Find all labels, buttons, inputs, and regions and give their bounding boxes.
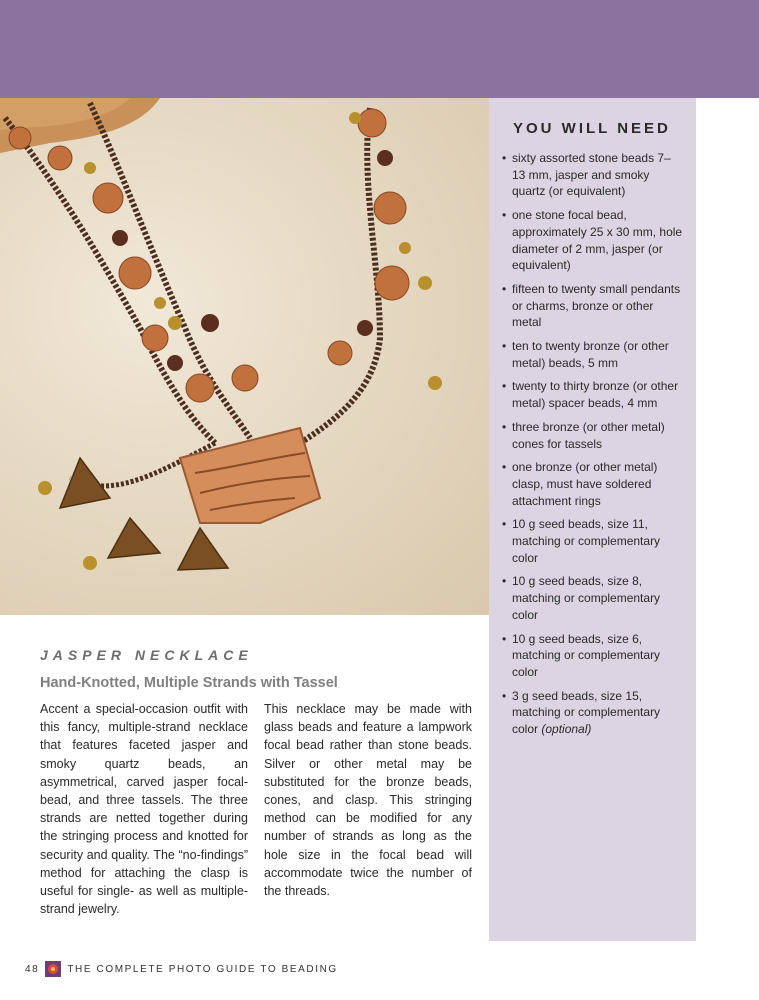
strand-right: [300, 108, 380, 443]
list-item: • 10 g seed beads, size 11, matching or complementary color: [502, 516, 684, 566]
materials-sidebar: [489, 98, 696, 941]
necklace-photo: [0, 98, 489, 615]
list-item: • one bronze (or other metal) clasp, must have soldered attachment rings: [502, 459, 684, 509]
list-item: • fifteen to twenty small pendants or charms, bronze or other metal: [502, 281, 684, 331]
flower-logo-icon: [45, 961, 61, 977]
article-title: JASPER NECKLACE: [40, 647, 253, 663]
page-number: 48: [25, 963, 40, 975]
optional-note: (optional): [541, 722, 592, 737]
list-item: • one stone focal bead, approximately 25 x 30 mm, hole diameter of 2 mm, jasper (or equivalent): [502, 207, 684, 274]
book-title: THE COMPLETE PHOTO GUIDE TO BEADING: [67, 963, 338, 975]
stone-beads: [9, 109, 409, 402]
list-item: • three bronze (or other metal) cones for tassels: [502, 419, 684, 452]
necklace-illustration: [0, 98, 489, 615]
list-item: • 3 g seed beads, size 15, matching or complementary color (optional): [502, 688, 684, 738]
list-item: • sixty assorted stone beads 7–13 mm, jasper and smoky quartz (or equivalent): [502, 150, 684, 200]
page-footer: [25, 959, 338, 979]
list-item: • 10 g seed beads, size 8, matching or complementary color: [502, 573, 684, 623]
materials-list: [502, 150, 684, 745]
header-color-band: [0, 0, 759, 98]
sidebar-title: YOU WILL NEED: [513, 120, 671, 137]
strand-left: [5, 118, 215, 443]
body-column-1: Accent a special-occasion outfit with this fancy, multiple-strand necklace that features faceted jasper and smoky quartz beads, an asymmetrical, carved jasper focal-bead, and three tassels. The three strands are netted together during the stringing process and knotted for security and quality. The “no-findings” method for attaching the clasp is useful for single- as well as multiple-strand jewelry.: [40, 702, 248, 917]
list-item: • ten to twenty bronze (or other metal) beads, 5 mm: [502, 338, 684, 371]
body-column-2: This necklace may be made with glass beads and feature a lampwork focal bead rather than stone beads. Silver or other metal may be substituted for the bronze beads, cones, and clasp. This stringing method can be modified for any number of strands as long as the hole size in the focal bead will accommodate twice the number of the threads.: [264, 702, 472, 899]
focal-bead: [180, 428, 320, 523]
article-subtitle: Hand-Knotted, Multiple Strands with Tassel: [40, 675, 338, 691]
list-item: • twenty to thirty bronze (or other metal) spacer beads, 4 mm: [502, 378, 684, 411]
list-item: • 10 g seed beads, size 6, matching or complementary color: [502, 631, 684, 681]
